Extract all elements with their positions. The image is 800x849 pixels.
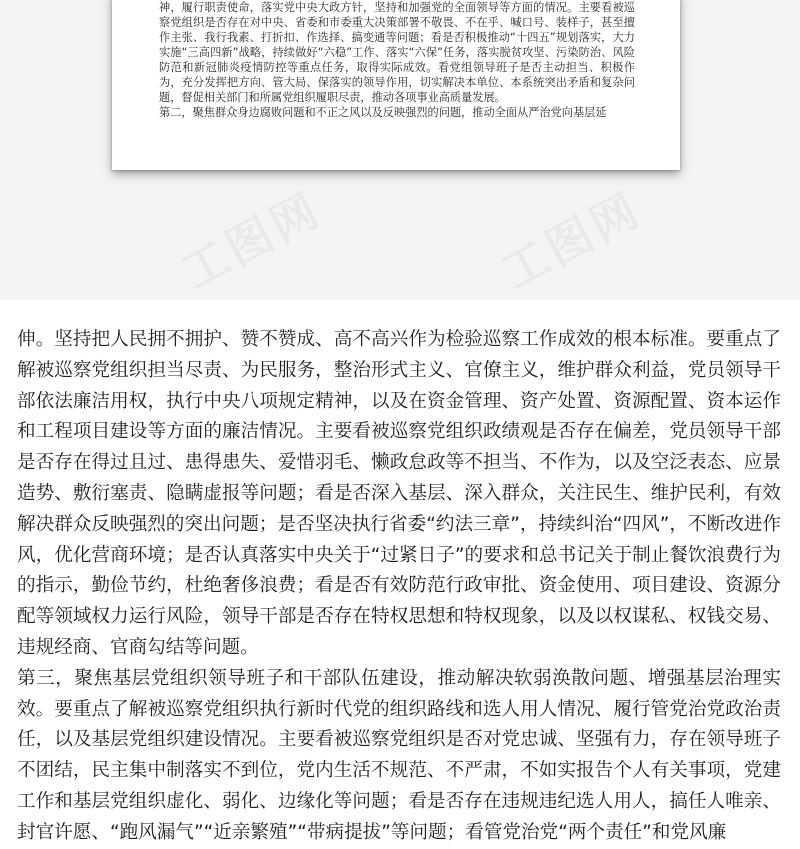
document-page-thumbnail: [112, 0, 680, 170]
thumbnail-paragraph: 第二，聚焦群众身边腐败问题和不正之风以及反映强烈的问题，推动全面从严治党向基层延: [159, 106, 607, 119]
thumbnail-paragraph: 神，履行职责使命，落实党中央大政方针，坚持和加强党的全面领导等方面的情况。主要看被巡察党组织是否存在对中央、省委和市委重大决策部署不敬畏、不在乎、喊口号、装样子，甚至擅作主张、我行我素、打折扣、作选择、搞变通等问题；看是否积极推动“十四五”规划落实，大力实施“三高四新”战略，持续做好“六稳”工作、落实“六保”任务，落实脱贫攻坚、污染防治、风险防范和新冠肺炎疫情防控等重点任务，取得实际成效。看党组领导班子是否主动担当、积极作为，充分发挥把方向、管大局、保落实的领导作用，切实解决本单位、本系统突出矛盾和复杂问题，督促相关部门和所属党组织履职尽责，推动各项事业高质量发展。: [159, 1, 635, 104]
body-paragraph: 伸。坚持把人民拥不拥护、赞不赞成、高不高兴作为检验巡察工作成效的根本标准。要重点了解被巡察党组织担当尽责、为民服务，整治形式主义、官僚主义，维护群众利益，党员领导干部依法廉洁用权，执行中央八项规定精神，以及在资金管理、资产处置、资源配置、资本运作和工程项目建设等方面的廉洁情况。主要看被巡察党组织政绩观是否存在偏差，党员领导干部是否存在得过且过、患得患失、爱惜羽毛、懒政怠政等不担当、不作为，以及空泛表态、应景造势、敷衍塞责、隐瞒虚报等问题；看是否深入基层、深入群众，关注民生、维护民利，有效解决群众反映强烈的突出问题；是否坚决执行省委“约法三章”，持续纠治“四风”，不断改进作风，优化营商环境；是否认真落实中央关于“过紧日子”的要求和总书记关于制止餐饮浪费行为的指示，勤俭节约，杜绝奢侈浪费；看是否有效防范行政审批、资金使用、项目建设、资源分配等领域权力运行风险，领导干部是否存在特权思想和特权现象，以及以权谋私、权钱交易、违规经商、官商勾结等问题。: [17, 329, 781, 658]
watermark: [168, 174, 331, 303]
page-thumbnail-text: [159, 0, 635, 120]
document-body: [17, 325, 781, 849]
document-preview-area: [0, 0, 800, 300]
watermark: [488, 174, 651, 303]
body-paragraph: 第三，聚焦基层党组织领导班子和干部队伍建设，推动解决软弱涣散问题、增强基层治理实效。要重点了解被巡察党组织执行新时代党的组织路线和选人用人情况、履行管党治党政治责任，以及基层党组织建设情况。主要看被巡察党组织是否对党忠诚、坚强有力，存在领导班子不团结，民主集中制落实不到位，党内生活不规范、不严肃，不如实报告个人有关事项，党建工作和基层党组织虚化、弱化、边缘化等问题；看是否存在违规违纪选人用人，搞任人唯亲、封官许愿、“跑风漏气”“近亲繁殖”“带病提拔”等问题；看管党治党“两个责任”和党风廉: [17, 667, 781, 843]
